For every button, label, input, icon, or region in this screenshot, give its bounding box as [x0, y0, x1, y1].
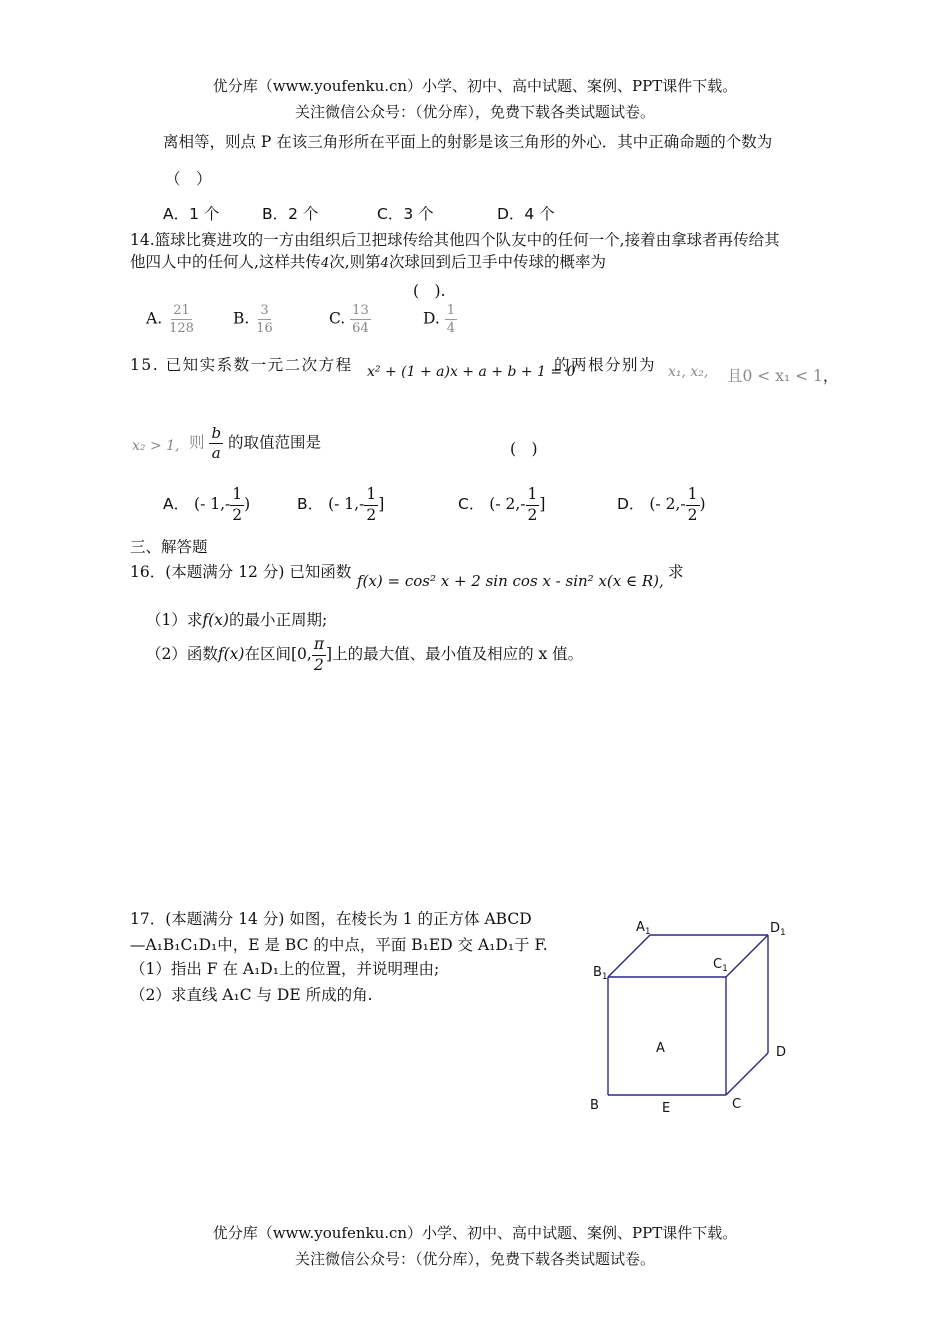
footer-line-2: 关注微信公众号：（优分库），免费下载各类试题试卷。: [294, 1250, 655, 1268]
label-e: E: [662, 1101, 671, 1116]
q16-interval-fraction: [312, 637, 326, 673]
footer-line-1: 优分库（www.youfenku.cn）小学、初中、高中试题、案例、PPT课件下载。: [212, 1224, 738, 1242]
q17-line-1: 17．(本题满分 14 分) 如图，在棱长为 1 的正方体 ABCD: [130, 910, 532, 928]
q14-option-b: [233, 304, 275, 335]
q15-cond2: x₂ > 1,: [132, 438, 180, 454]
q15-then: 则: [189, 433, 205, 452]
q14-option-d-num: 1: [446, 303, 456, 318]
label-d: D: [776, 1045, 787, 1060]
q16-p2-a: （2）函数: [146, 645, 218, 663]
edge-d-c: [726, 1053, 768, 1095]
q14-line2-b: 次,则第: [329, 253, 381, 271]
label-a: A: [656, 1041, 665, 1056]
q16-p2-b: 在区间: [244, 645, 291, 663]
q14-line-2: [130, 250, 606, 272]
q15-option-a-fraction: [230, 487, 244, 523]
q14-line-1: 14.篮球比赛进攻的一方由组织后卫把球传给其他四个队友中的任何一个,接着由拿球者再传给其: [130, 231, 780, 249]
q16-part-2: [146, 637, 583, 673]
q15-ba-fraction: [209, 426, 223, 461]
q14-option-a: [146, 304, 196, 335]
label-c: C: [732, 1097, 742, 1112]
edge-b1-a1: [608, 935, 650, 977]
q15-option-c-num: 1: [526, 487, 540, 506]
q15-option-d-num: 1: [686, 487, 700, 506]
q15-frac-den: a: [211, 444, 221, 462]
q13-option-d: D．4 个: [497, 205, 555, 223]
q14-option-c: [329, 304, 371, 335]
q16-p1-b: 的最小正周期;: [228, 611, 328, 629]
q14-option-b-fraction: [254, 304, 275, 335]
label-a1: $A_1$: [636, 920, 651, 937]
q17-part-1: （1）指出 F 在 A₁D₁上的位置，并说明理由;: [130, 960, 440, 978]
q15-option-a-post: ): [244, 495, 251, 513]
q14-line2-c: 次球回到后卫手中传球的概率为: [388, 253, 606, 271]
q15-option-c-den: 2: [527, 505, 538, 524]
q15-option-c-pre: (- 2,-: [489, 495, 526, 513]
q13-option-a: A．1 个: [163, 205, 220, 223]
q15-option-a: [163, 487, 250, 523]
header-line-1: 优分库（www.youfenku.cn）小学、初中、高中试题、案例、PPT课件下载。: [212, 77, 738, 95]
q15-option-b-num: 1: [364, 487, 378, 506]
q15-option-a-pre: (- 1,-: [194, 495, 231, 513]
q16-p1-a: （1）求: [146, 611, 203, 629]
q15-paren: ( ): [510, 440, 538, 458]
q14-option-d: [423, 304, 457, 335]
q14-option-d-den: 4: [446, 321, 456, 336]
q15-range-text: 的取值范围是: [228, 433, 322, 452]
q15-option-b: [297, 487, 384, 523]
q15-option-d-fraction: [686, 487, 700, 523]
q14-option-d-label: D.: [423, 309, 440, 328]
q17-part-2: （2）求直线 A₁C 与 DE 所成的角.: [130, 986, 373, 1004]
cube-diagram: [580, 910, 810, 1120]
q15-frac-num: b: [211, 424, 222, 442]
q16-interval-num: π: [312, 637, 326, 656]
q14-paren: ( ).: [413, 282, 446, 300]
q16-interval-den: 2: [313, 655, 324, 674]
label-b: B: [590, 1098, 599, 1113]
q15-option-c-post: ]: [539, 495, 546, 513]
q14-line2-a: 他四人中的任何人,这样共传: [130, 253, 321, 271]
q15-option-b-post: ]: [378, 495, 385, 513]
q16-interval-post: ]: [326, 645, 333, 663]
q16-stem: 16．(本题满分 12 分) 已知函数: [130, 563, 352, 581]
q14-option-c-fraction: [350, 304, 371, 335]
q15-option-b-label: B．: [297, 495, 324, 513]
q15-comma: ，: [822, 367, 839, 385]
q13-option-c: C．3 个: [377, 205, 434, 223]
q15-equation: x² + (1 + a)x + a + b + 1 = 0: [367, 364, 576, 380]
q15-then-clause: [189, 426, 321, 461]
q14-option-a-label: A.: [146, 309, 163, 328]
q15-option-a-label: A．: [163, 495, 190, 513]
q15-option-c-fraction: [526, 487, 540, 523]
q16-function: f(x) = cos² x + 2 sin cos x - sin² x(x ∈ R),: [357, 572, 664, 590]
q15-roots-text: 的两根分别为: [554, 356, 657, 374]
q15-option-d: [617, 487, 706, 523]
q15-option-a-den: 2: [232, 505, 243, 524]
q15-option-d-den: 2: [687, 505, 698, 524]
q15-option-c: [458, 487, 545, 523]
q15-option-b-den: 2: [366, 505, 377, 524]
q15-cond1: [727, 364, 838, 386]
label-d1: $D_1$: [770, 921, 786, 938]
q14-option-a-den: 128: [169, 321, 194, 336]
q16-part-1: [146, 608, 327, 630]
q15-option-b-pre: (- 1,-: [328, 495, 365, 513]
label-c1: $C_1$: [713, 957, 728, 974]
q15-option-a-num: 1: [230, 487, 244, 506]
q16-p2-c: 上的最大值、最小值及相应的 x 值。: [332, 645, 584, 663]
q13-paren: （ ）: [165, 170, 212, 188]
q14-option-a-num: 21: [173, 303, 190, 318]
q16-qiu: 求: [668, 563, 684, 581]
q15-option-d-pre: (- 2,-: [649, 495, 686, 513]
section-title: 三、解答题: [130, 538, 208, 556]
header-line-2: 关注微信公众号：（优分库），免费下载各类试题试卷。: [294, 103, 655, 121]
q14-option-a-fraction: [167, 304, 196, 335]
q16-p1-f: f(x): [202, 611, 229, 629]
q15-option-b-fraction: [364, 487, 378, 523]
q15-option-c-label: C．: [458, 495, 485, 513]
edge-d1-c1: [726, 935, 768, 977]
q16-p2-f: f(x): [217, 645, 245, 663]
q14-option-c-label: C.: [329, 309, 346, 328]
q14-option-b-label: B.: [233, 309, 250, 328]
q14-option-b-den: 16: [256, 321, 273, 336]
q16-interval-pre: [0,: [290, 645, 312, 663]
q14-option-d-fraction: [445, 304, 457, 335]
q13-continuation: 离相等，则点 P 在该三角形所在平面上的射影是该三角形的外心．其中正确命题的个数为: [163, 133, 773, 151]
q14-num-4a: 4: [320, 256, 330, 271]
q15-cond1-text: 且0 < x₁ < 1: [727, 367, 823, 385]
q13-option-b: B．2 个: [262, 205, 319, 223]
q14-num-4b: 4: [380, 256, 389, 271]
q17-line-2: —A₁B₁C₁D₁中，E 是 BC 的中点，平面 B₁ED 交 A₁D₁于 F.: [130, 936, 548, 954]
q14-option-b-num: 3: [260, 303, 269, 318]
q15-option-d-label: D．: [617, 495, 645, 513]
q15-option-d-post: ): [699, 495, 706, 513]
label-b1: $B_1$: [593, 965, 608, 982]
q15-stem: 15. 已知实系数一元二次方程: [130, 356, 353, 374]
q15-roots: x₁, x₂,: [668, 364, 709, 380]
q14-option-c-den: 64: [352, 321, 369, 336]
q14-option-c-num: 13: [352, 303, 369, 318]
